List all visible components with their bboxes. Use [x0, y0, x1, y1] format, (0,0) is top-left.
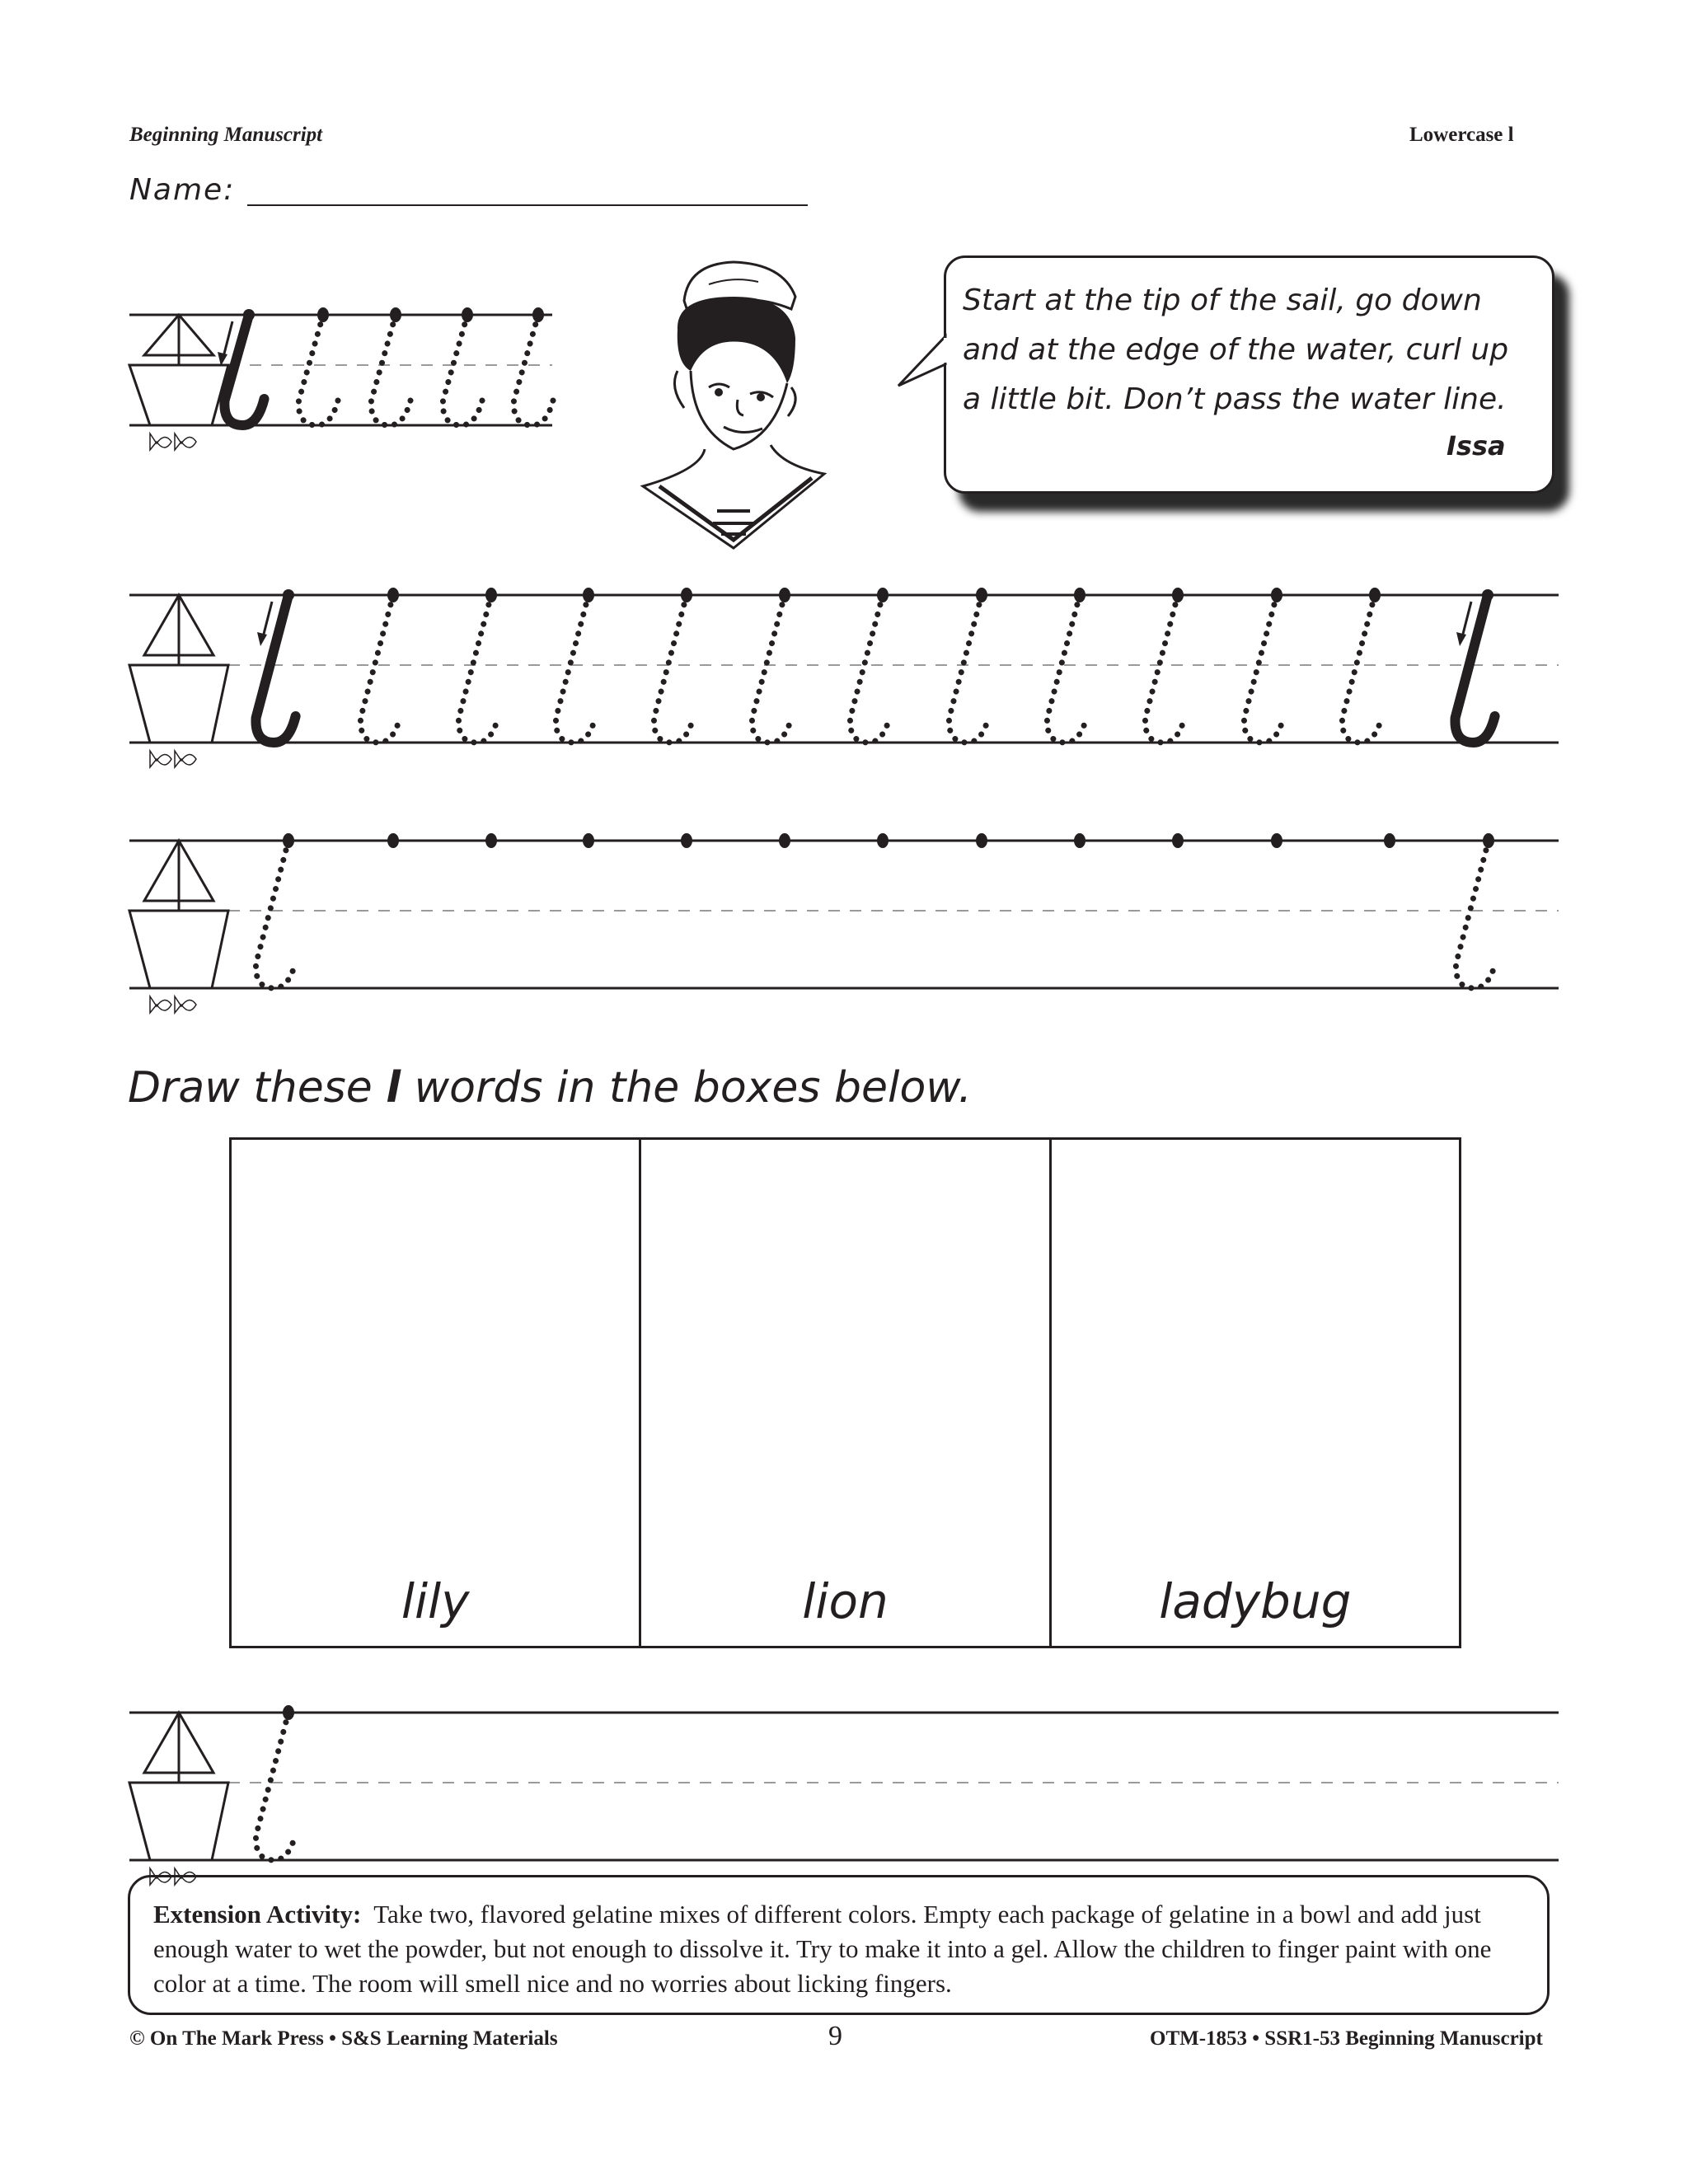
- dotted-letter-l[interactable]: [513, 315, 553, 425]
- word-label: ladybug: [1159, 1573, 1352, 1629]
- start-dot: [387, 833, 399, 848]
- start-dot: [779, 588, 790, 602]
- speech-signature: Issa: [1447, 430, 1506, 462]
- start-dot: [681, 833, 692, 848]
- footer-page-number: 9: [828, 2021, 842, 2051]
- start-dot: [877, 833, 889, 848]
- word-label: lily: [401, 1573, 470, 1629]
- draw-instructions: [128, 1063, 972, 1113]
- start-dot: [390, 307, 401, 322]
- start-dot: [583, 833, 594, 848]
- start-dot: [976, 833, 987, 848]
- start-dot: [1271, 833, 1282, 848]
- start-dot: [317, 307, 329, 322]
- dotted-letter-l[interactable]: [752, 595, 791, 743]
- name-input-line[interactable]: [247, 204, 808, 206]
- dotted-letter-l[interactable]: [458, 595, 498, 743]
- fish-icon: [150, 996, 196, 1013]
- speech-line-2: and at the edge of the water, curl up: [963, 333, 1509, 367]
- header-lesson-title: Lowercase l: [1409, 124, 1514, 146]
- practice-row-1[interactable]: [0, 307, 1688, 466]
- model-letter-l: [1455, 595, 1494, 743]
- speech-line-1: Start at the tip of the sail, go down: [963, 284, 1482, 317]
- dotted-letter-l[interactable]: [360, 595, 400, 743]
- dotted-letter-l[interactable]: [654, 595, 693, 743]
- sailboat-icon: [129, 841, 228, 988]
- extension-activity-text: [153, 1897, 1524, 2001]
- start-dot: [1172, 833, 1184, 848]
- dotted-letter-l[interactable]: [1145, 595, 1184, 743]
- dotted-letter-l[interactable]: [1456, 841, 1495, 988]
- sailboat-icon: [129, 1713, 228, 1860]
- dotted-letter-l[interactable]: [256, 841, 295, 988]
- start-dot: [283, 833, 294, 848]
- dotted-letter-l[interactable]: [1047, 595, 1086, 743]
- dotted-letter-l[interactable]: [1342, 595, 1381, 743]
- start-dot: [1369, 588, 1381, 602]
- footer-product-code: OTM-1853 • SSR1-53 Beginning Manuscript: [1150, 2027, 1543, 2050]
- fish-icon: [150, 751, 196, 767]
- draw-title-after: words in the boxes below.: [401, 1063, 973, 1113]
- model-letter-l: [256, 595, 295, 743]
- drawing-box-lily[interactable]: [232, 1140, 641, 1646]
- start-dot: [387, 588, 399, 602]
- sailboat-icon: [129, 595, 228, 743]
- extension-activity-box: [128, 1875, 1550, 2015]
- draw-title-letter: l: [386, 1063, 401, 1113]
- start-dot: [462, 307, 473, 322]
- start-dot: [681, 588, 692, 602]
- dotted-letter-l[interactable]: [443, 315, 482, 425]
- start-dot: [1271, 588, 1282, 602]
- start-dot: [1384, 833, 1395, 848]
- dotted-letter-l[interactable]: [949, 595, 988, 743]
- drawing-box-lion[interactable]: [641, 1140, 1051, 1646]
- speech-line-3: a little bit. Don’t pass the water line.: [963, 382, 1507, 416]
- start-dot: [532, 307, 544, 322]
- start-dot: [283, 1705, 294, 1720]
- start-dot: [1074, 588, 1085, 602]
- start-dot: [877, 588, 889, 602]
- footer-publisher: © On The Mark Press • S&S Learning Materials: [129, 2027, 558, 2050]
- start-dot: [485, 833, 497, 848]
- header-series-title: Beginning Manuscript: [129, 124, 323, 146]
- dotted-letter-l[interactable]: [256, 1713, 295, 1860]
- start-dot: [779, 833, 790, 848]
- word-label: lion: [802, 1573, 889, 1629]
- start-dot: [1074, 833, 1085, 848]
- dotted-letter-l[interactable]: [556, 595, 595, 743]
- practice-row-3[interactable]: [0, 832, 1688, 1029]
- drawing-box-ladybug[interactable]: [1052, 1140, 1459, 1646]
- name-label: Name:: [129, 173, 236, 207]
- sailboat-icon: [129, 315, 228, 425]
- start-dot: [976, 588, 987, 602]
- practice-row-4[interactable]: [0, 1704, 1688, 1901]
- dotted-letter-l[interactable]: [1244, 595, 1283, 743]
- extension-activity-body: Take two, flavored gelatine mixes of different colors. Empty each package of gelatine in a bowl and add just enough water to wet the powder, but not enough to dissolve it. Try to make it into a gel. Allow the children to finger paint with one color at a time. The room will smell nice and no worries about licking fingers.: [153, 1900, 1492, 1998]
- draw-title-before: Draw these: [128, 1063, 387, 1113]
- dotted-letter-l[interactable]: [371, 315, 410, 425]
- start-dot: [583, 588, 594, 602]
- extension-activity-heading: Extension Activity:: [153, 1900, 362, 1929]
- start-dot: [1483, 833, 1494, 848]
- fish-icon: [150, 434, 196, 450]
- start-dot: [1172, 588, 1184, 602]
- start-dot: [485, 588, 497, 602]
- practice-row-2[interactable]: [0, 587, 1688, 784]
- dotted-letter-l[interactable]: [850, 595, 889, 743]
- dotted-letter-l[interactable]: [298, 315, 338, 425]
- drawing-boxes: [229, 1137, 1461, 1648]
